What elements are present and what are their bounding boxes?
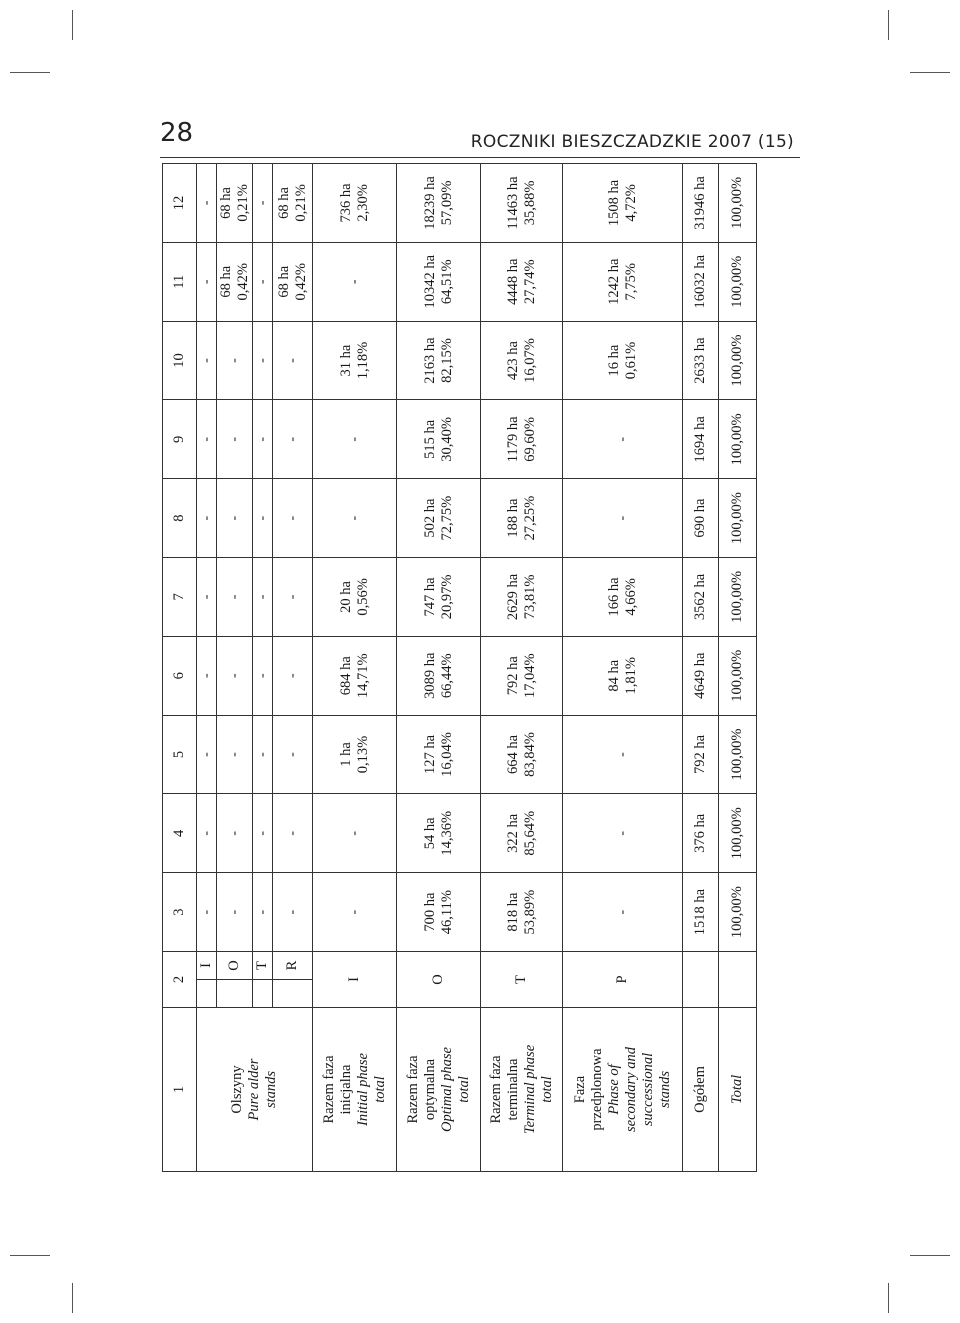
cell-7: -	[253, 558, 273, 637]
label-pl: Razem faza	[487, 1055, 504, 1124]
cell-12: -	[197, 164, 217, 243]
value-pct: 72,75%	[438, 495, 455, 541]
col-number-12: 12	[163, 164, 197, 243]
header-rule	[160, 157, 800, 158]
page-number: 28	[160, 118, 194, 148]
label-en: Phase of	[605, 1064, 622, 1115]
table-row-total	[683, 164, 719, 1172]
value-ha: 31 ha	[337, 344, 354, 377]
row-label-total	[683, 1008, 719, 1172]
value-pct: 16,07%	[521, 338, 538, 383]
total-pct-9: 100,00%	[719, 400, 757, 479]
cell-7	[563, 558, 683, 637]
cell-9: -	[217, 400, 253, 479]
value-pct: 4,66%	[622, 578, 639, 616]
empty-cell	[719, 952, 757, 1008]
total-ha-7: 3562 ha	[683, 558, 719, 637]
value-ha: 747 ha	[421, 577, 438, 617]
value-ha: 515 ha	[421, 419, 438, 459]
value-pct: 27,25%	[521, 495, 538, 541]
cell-5: -	[217, 715, 253, 794]
value-ha: 1508 ha	[605, 179, 622, 227]
label-en: total	[455, 1076, 472, 1103]
label-en: successional	[639, 1052, 656, 1127]
cell-9: -	[273, 400, 313, 479]
cell-4	[397, 794, 481, 873]
cell-12	[313, 164, 397, 243]
phase-cell: O	[397, 952, 481, 1008]
label-en: total	[538, 1076, 555, 1103]
total-pct-7: 100,00%	[719, 558, 757, 637]
value-ha: 68 ha	[217, 187, 234, 219]
cell-4: -	[197, 794, 217, 873]
total-ha-8: 690 ha	[683, 479, 719, 558]
col-number-4: 4	[163, 794, 197, 873]
cell-3	[481, 873, 563, 952]
cell-7: -	[197, 558, 217, 637]
crop-mark-top-right-h	[910, 72, 950, 73]
table-row-total-pct	[719, 164, 757, 1172]
cell-10: -	[253, 321, 273, 400]
label-en: stands	[656, 1070, 673, 1109]
cell-11	[217, 242, 253, 321]
value-pct: 57,09%	[438, 180, 455, 226]
value-pct: 53,89%	[521, 889, 538, 935]
total-ha-3: 1518 ha	[683, 873, 719, 952]
data-table-rotated	[162, 164, 745, 1172]
value-ha: 1 ha	[337, 742, 354, 767]
total-ha-9: 1694 ha	[683, 400, 719, 479]
label-en: Terminal phase	[521, 1044, 538, 1135]
cell-5	[397, 715, 481, 794]
value-ha: 54 ha	[421, 817, 438, 850]
crop-mark-top-left	[72, 10, 73, 40]
value-ha: 68 ha	[275, 265, 292, 298]
cell-3	[397, 873, 481, 952]
cell-12	[563, 164, 683, 243]
cell-3: -	[197, 873, 217, 952]
label-pl: Razem faza	[320, 1055, 337, 1124]
cell-9: -	[253, 400, 273, 479]
cell-11: -	[197, 242, 217, 321]
value-ha: 68 ha	[275, 187, 292, 219]
value-ha: 700 ha	[421, 892, 438, 932]
col-number-9: 9	[163, 400, 197, 479]
col-number-10: 10	[163, 321, 197, 400]
cell-7: -	[217, 558, 253, 637]
value-pct: 0,21%	[234, 184, 251, 222]
value-ha: 68 ha	[217, 265, 234, 298]
cell-12	[217, 164, 253, 243]
cell-9: -	[313, 400, 397, 479]
label-en: total	[371, 1076, 388, 1103]
label-en: Optimal phase	[438, 1047, 455, 1132]
crop-mark-bottom-left-h	[10, 1255, 50, 1256]
cell-11	[273, 242, 313, 321]
phase-cell: O	[217, 952, 253, 980]
col-number-1: 1	[163, 1008, 197, 1172]
cell-7	[397, 558, 481, 637]
value-ha: 10342 ha	[421, 254, 438, 309]
value-pct: 66,44%	[438, 653, 455, 699]
cell-5	[313, 715, 397, 794]
cell-6	[313, 636, 397, 715]
value-ha: 188 ha	[504, 498, 521, 538]
cell-7: -	[273, 558, 313, 637]
value-pct: 35,88%	[521, 180, 538, 226]
label-pl: Ogółem	[692, 1066, 708, 1113]
table-row	[563, 164, 683, 1172]
cell-11: -	[313, 242, 397, 321]
cell-6	[563, 636, 683, 715]
cell-3: -	[217, 873, 253, 952]
cell-4: -	[273, 794, 313, 873]
cell-3: -	[563, 873, 683, 952]
cell-5: -	[563, 715, 683, 794]
value-pct: 7,75%	[622, 263, 639, 301]
cell-8: -	[217, 479, 253, 558]
col-number-6: 6	[163, 636, 197, 715]
value-ha: 423 ha	[504, 341, 521, 381]
col-number-11: 11	[163, 242, 197, 321]
cell-7	[481, 558, 563, 637]
value-ha: 322 ha	[504, 813, 521, 853]
value-pct: 0,42%	[234, 263, 251, 301]
cell-5	[481, 715, 563, 794]
cell-4: -	[217, 794, 253, 873]
value-pct: 1,18%	[354, 341, 371, 380]
col-number-7: 7	[163, 558, 197, 637]
value-pct: 4,72%	[622, 184, 639, 222]
cell-3: -	[313, 873, 397, 952]
value-ha: 1242 ha	[605, 258, 622, 305]
value-ha: 792 ha	[504, 656, 521, 696]
cell-9: -	[197, 400, 217, 479]
crop-mark-top-left-h	[10, 72, 50, 73]
value-ha: 1179 ha	[504, 416, 521, 463]
cell-8: -	[253, 479, 273, 558]
table-row	[197, 164, 217, 1172]
cell-6: -	[273, 636, 313, 715]
value-pct: 17,04%	[521, 653, 538, 699]
label-en: secondary and	[622, 1047, 639, 1132]
cell-10: -	[273, 321, 313, 400]
total-pct-8: 100,00%	[719, 479, 757, 558]
value-ha: 3089 ha	[421, 652, 438, 699]
label-en: Total	[729, 1074, 745, 1105]
col-number-2: 2	[163, 952, 197, 1008]
forest-phase-table	[162, 163, 757, 1172]
total-ha-12: 31946 ha	[683, 164, 719, 243]
value-pct: 73,81%	[521, 574, 538, 620]
value-pct: 1,81%	[622, 656, 639, 695]
value-pct: 30,40%	[438, 416, 455, 462]
cell-10: -	[197, 321, 217, 400]
label-pl: Olszyny	[229, 1065, 245, 1114]
value-ha: 127 ha	[421, 734, 438, 775]
cell-10: -	[217, 321, 253, 400]
cell-7	[313, 558, 397, 637]
cell-4	[481, 794, 563, 873]
cell-8: -	[563, 479, 683, 558]
total-pct-12: 100,00%	[719, 164, 757, 243]
phase-cell: I	[313, 952, 397, 1008]
cell-3: -	[273, 873, 313, 952]
phase-cell: R	[273, 952, 313, 980]
value-pct: 64,51%	[438, 259, 455, 305]
value-ha: 11463 ha	[504, 176, 521, 230]
cell-8: -	[197, 479, 217, 558]
total-ha-10: 2633 ha	[683, 321, 719, 400]
spacer-cell	[273, 980, 313, 1008]
value-pct: 0,21%	[292, 184, 309, 222]
spacer-cell	[197, 980, 217, 1008]
cell-4: -	[313, 794, 397, 873]
cell-3: -	[253, 873, 273, 952]
column-number-row	[163, 164, 197, 1172]
total-pct-4: 100,00%	[719, 794, 757, 873]
cell-12	[397, 164, 481, 243]
total-ha-6: 4649 ha	[683, 636, 719, 715]
cell-5: -	[253, 715, 273, 794]
col-number-5: 5	[163, 715, 197, 794]
crop-mark-top-right	[888, 10, 889, 40]
value-pct: 0,61%	[622, 341, 639, 380]
value-pct: 14,71%	[354, 653, 371, 699]
value-ha: 2629 ha	[504, 573, 521, 621]
label-pl: przedplonowa	[588, 1048, 605, 1131]
journal-header: ROCZNIKI BIESZCZADZKIE 2007 (15)	[470, 132, 794, 152]
row-label-optimal	[397, 1008, 481, 1172]
phase-cell: I	[197, 952, 217, 980]
label-pl: Razem faza	[404, 1055, 421, 1124]
value-pct: 69,60%	[521, 416, 538, 462]
cell-6: -	[197, 636, 217, 715]
cell-11	[397, 242, 481, 321]
value-ha: 2163 ha	[421, 337, 438, 384]
value-pct: 2,30%	[354, 184, 371, 222]
cell-4: -	[253, 794, 273, 873]
label-en: stands	[263, 1070, 279, 1109]
cell-9	[481, 400, 563, 479]
cell-6: -	[217, 636, 253, 715]
total-pct-10: 100,00%	[719, 321, 757, 400]
label-pl: inicjalna	[337, 1064, 354, 1115]
col-number-8: 8	[163, 479, 197, 558]
value-pct: 46,11%	[438, 890, 455, 935]
cell-8: -	[273, 479, 313, 558]
cell-6	[397, 636, 481, 715]
label-pl: optymalna	[421, 1058, 438, 1121]
cell-5: -	[273, 715, 313, 794]
cell-11	[563, 242, 683, 321]
value-ha: 16 ha	[605, 344, 622, 377]
value-ha: 4448 ha	[504, 258, 521, 305]
total-ha-11: 16032 ha	[683, 242, 719, 321]
value-pct: 0,56%	[354, 578, 371, 616]
value-ha: 684 ha	[337, 656, 354, 696]
value-pct: 16,04%	[438, 732, 455, 777]
value-ha: 84 ha	[605, 659, 622, 692]
cell-9	[397, 400, 481, 479]
total-pct-6: 100,00%	[719, 636, 757, 715]
cell-12: -	[253, 164, 273, 243]
value-pct: 82,15%	[438, 338, 455, 383]
row-label-initial	[313, 1008, 397, 1172]
phase-cell: T	[253, 952, 273, 980]
cell-10	[563, 321, 683, 400]
row-label-alder	[197, 1008, 313, 1172]
table-row	[397, 164, 481, 1172]
total-ha-4: 376 ha	[683, 794, 719, 873]
empty-cell	[683, 952, 719, 1008]
total-pct-5: 100,00%	[719, 715, 757, 794]
total-ha-5: 792 ha	[683, 715, 719, 794]
crop-mark-bottom-left	[72, 1283, 73, 1313]
row-label-total-en	[719, 1008, 757, 1172]
value-ha: 664 ha	[504, 734, 521, 775]
value-pct: 0,13%	[354, 735, 371, 774]
cell-5: -	[197, 715, 217, 794]
cell-10	[313, 321, 397, 400]
spacer-cell	[217, 980, 253, 1008]
cell-12	[273, 164, 313, 243]
value-pct: 85,64%	[521, 810, 538, 856]
row-label-terminal	[481, 1008, 563, 1172]
label-en: Initial phase	[354, 1053, 371, 1126]
value-ha: 166 ha	[605, 577, 622, 617]
cell-6: -	[253, 636, 273, 715]
cell-11: -	[253, 242, 273, 321]
phase-cell: P	[563, 952, 683, 1008]
value-ha: 502 ha	[421, 498, 438, 538]
label-en: Pure alder	[246, 1058, 262, 1121]
cell-10	[481, 321, 563, 400]
value-ha: 818 ha	[504, 892, 521, 932]
value-pct: 83,84%	[521, 732, 538, 777]
value-ha: 20 ha	[337, 581, 354, 613]
cell-12	[481, 164, 563, 243]
total-pct-3: 100,00%	[719, 873, 757, 952]
crop-mark-bottom-right	[888, 1283, 889, 1313]
table-row	[481, 164, 563, 1172]
value-ha: 18239 ha	[421, 176, 438, 230]
cell-8	[397, 479, 481, 558]
value-ha: 736 ha	[337, 183, 354, 223]
table-row	[313, 164, 397, 1172]
cell-9: -	[563, 400, 683, 479]
cell-8: -	[313, 479, 397, 558]
row-label-preforest	[563, 1008, 683, 1172]
cell-8	[481, 479, 563, 558]
value-pct: 0,42%	[292, 263, 309, 301]
label-pl: terminalna	[504, 1058, 521, 1121]
crop-mark-bottom-right-h	[910, 1255, 950, 1256]
spacer-cell	[253, 980, 273, 1008]
total-pct-11: 100,00%	[719, 242, 757, 321]
cell-11	[481, 242, 563, 321]
label-pl: Faza	[571, 1075, 588, 1104]
cell-10	[397, 321, 481, 400]
value-pct: 27,74%	[521, 259, 538, 305]
col-number-3: 3	[163, 873, 197, 952]
value-pct: 20,97%	[438, 574, 455, 620]
cell-6	[481, 636, 563, 715]
value-pct: 14,36%	[438, 810, 455, 856]
cell-4: -	[563, 794, 683, 873]
phase-cell: T	[481, 952, 563, 1008]
